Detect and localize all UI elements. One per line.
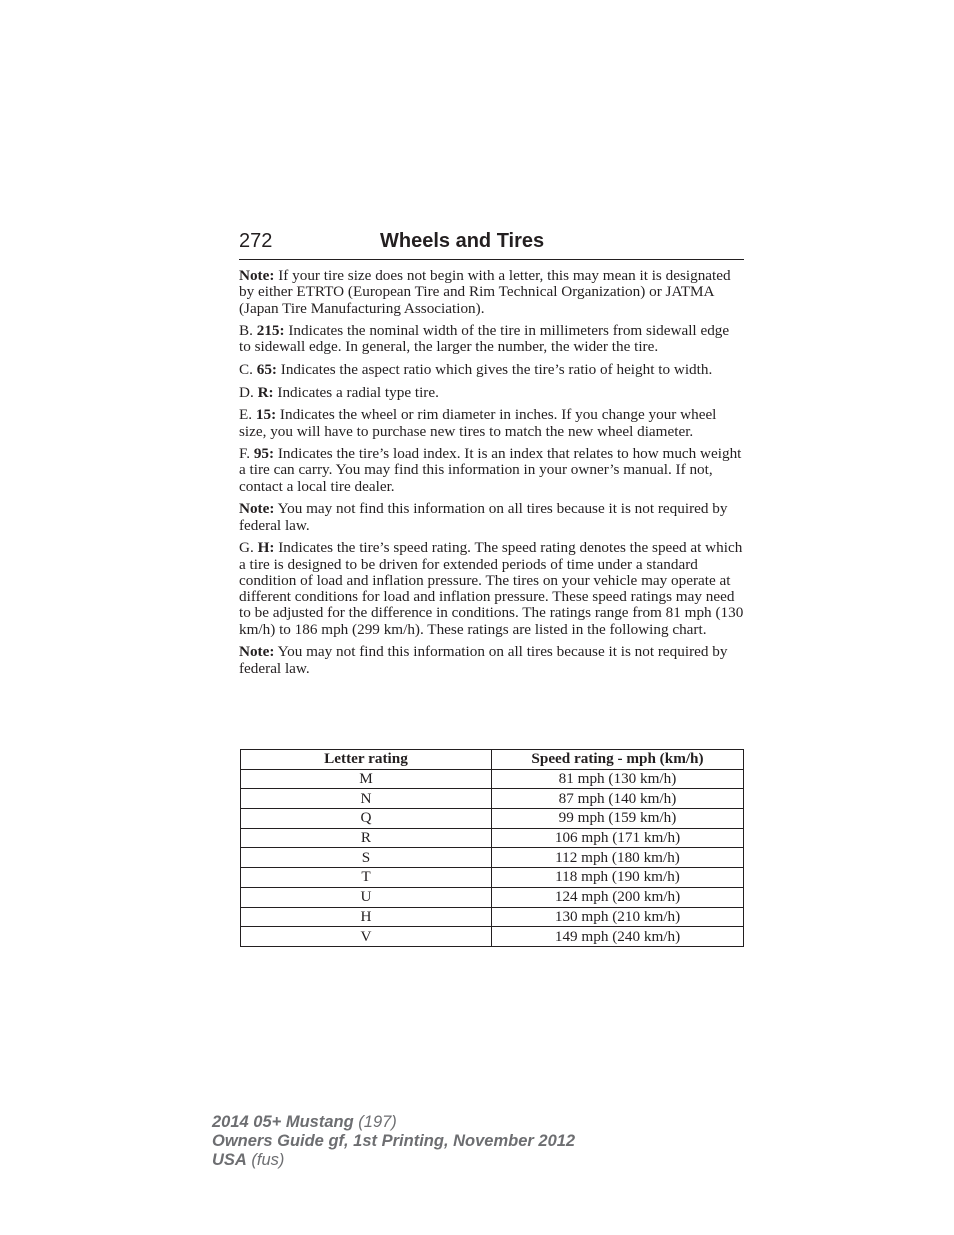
paragraph: E. 15: Indicates the wheel or rim diameter in inches. If you change your wheel size, you will have to purchase new tires to match the new wheel diameter.	[239, 406, 717, 440]
body-text	[239, 268, 744, 683]
footer-line: Owners Guide gf, 1st Printing, November 2012	[212, 1132, 576, 1150]
section-title: Wheels and Tires	[380, 230, 545, 252]
paragraph: G. H: Indicates the tire’s speed rating. The speed rating denotes the speed at which a tire is designed to be driven for extended periods of time under a standard condition of load and inflation pressure. The tires on your vehicle may operate at different conditions for load and inflation pressure. These speed ratings may need to be adjusted for the difference in conditions. The ratings range from 81 mph (130 km/h) to 186 mph (299 km/h). These ratings are listed in the following chart.	[239, 539, 744, 638]
paragraph: F. 95: Indicates the tire’s load index. It is an index that relates to how much weight a tire can carry. You may find this information in your owner’s manual. If not, contact a local tire dealer.	[239, 445, 742, 495]
column-header: Letter rating	[241, 750, 492, 770]
paragraph: C. 65: Indicates the aspect ratio which gives the tire’s ratio of height to width.	[239, 361, 713, 379]
table-row: U 124 mph (200 km/h)	[241, 887, 744, 907]
paragraph: Note: You may not find this information on all tires because it is not required by federal law.	[239, 643, 728, 677]
table-row: S 112 mph (180 km/h)	[241, 848, 744, 868]
table-row: Q 99 mph (159 km/h)	[241, 809, 744, 829]
column-header: Speed rating - mph (km/h)	[492, 750, 744, 770]
footer-line: USA (fus)	[212, 1151, 285, 1169]
table-header-row	[241, 750, 744, 770]
table-row: M 81 mph (130 km/h)	[241, 769, 744, 789]
paragraph: Note: If your tire size does not begin with a letter, this may mean it is designated by either ETRTO (European Tire and Rim Technical Organization) or JATMA (Japan Tire Manufacturing Association).	[239, 267, 731, 317]
page-header	[239, 229, 744, 260]
table-row: R 106 mph (171 km/h)	[241, 828, 744, 848]
paragraph: Note: You may not find this information on all tires because it is not required by federal law.	[239, 500, 728, 534]
paragraph: D. R: Indicates a radial type tire.	[239, 383, 439, 401]
page-number: 272	[239, 230, 273, 252]
table-row: H 130 mph (210 km/h)	[241, 907, 744, 927]
footer-line: 2014 05+ Mustang (197)	[212, 1113, 397, 1131]
table-row: T 118 mph (190 km/h)	[241, 868, 744, 888]
paragraph: B. 215: Indicates the nominal width of the tire in millimeters from sidewall edge to sidewall edge. In general, the larger the number, the wider the tire.	[239, 322, 730, 356]
table-row: V 149 mph (240 km/h)	[241, 927, 744, 947]
table-row: N 87 mph (140 km/h)	[241, 789, 744, 809]
page-footer	[212, 1113, 575, 1170]
speed-rating-table	[240, 749, 744, 947]
